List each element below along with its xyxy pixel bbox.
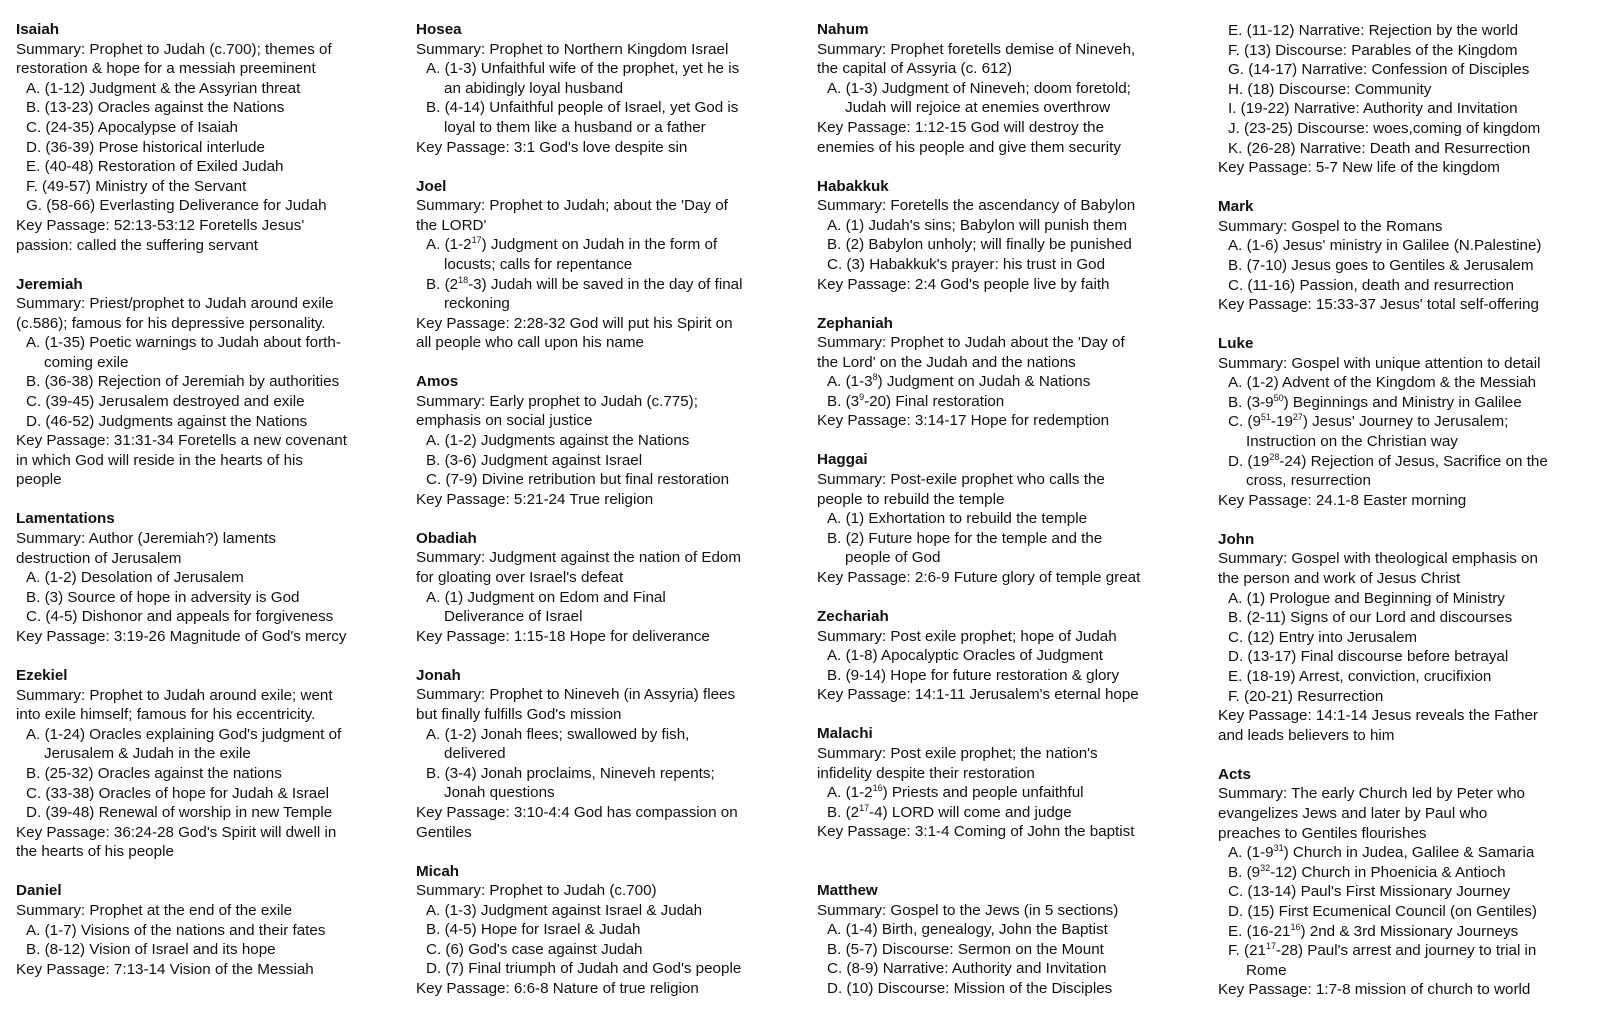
book-title: Lamentations [16, 510, 115, 528]
key-passage: Gentiles [416, 823, 472, 841]
key-passage: Key Passage: 6:6-8 Nature of true religion [416, 980, 699, 998]
outline-item: A. (1-2) Advent of the Kingdom & the Messiah [1228, 374, 1537, 392]
outline-item-continuation: Instruction on the Christian way [1246, 433, 1458, 451]
book-section [416, 177, 796, 353]
outline-item-continuation: an abidingly loyal husband [444, 79, 624, 97]
outline-item: C. (11-16) Passion, death and resurrection [1228, 276, 1514, 294]
book-summary-line: emphasis on social justice [416, 412, 593, 430]
book-summary-line: Summary: Priest/prophet to Judah around exile [16, 295, 334, 313]
outline-item-continuation: Jonah questions [444, 784, 555, 802]
outline-item: A. (1-2) Desolation of Jerusalem [26, 569, 244, 587]
key-passage: in which God will reside in the hearts of his [16, 451, 304, 469]
book-summary-line: people to rebuild the temple [817, 490, 1005, 508]
key-passage: Key Passage: 3:10-4:4 God has compassion on [416, 803, 738, 821]
outline-item: B. (8-12) Vision of Israel and its hope [26, 941, 276, 959]
book-title: Mark [1218, 198, 1254, 216]
outline-item [416, 98, 796, 137]
key-passage: Key Passage: 1:7-8 mission of church to world [1218, 981, 1531, 999]
outline-item-text: A. $(1-2^{17})$ Judgment on Judah in the form of [426, 235, 718, 254]
outline-item: C. (7-9) Divine retribution but final restoration [426, 471, 730, 489]
outline-item-text: A. (1-2) Jonah flees; swallowed by fish, [426, 725, 690, 743]
book-summary-line: Summary: Prophet to Judah around exile; went [16, 686, 333, 704]
outline-item: B. (36-38) Rejection of Jeremiah by authorities [26, 373, 340, 391]
outline-item: B. (2-11) Signs of our Lord and discourses [1228, 609, 1513, 627]
book-section [1218, 530, 1598, 746]
key-passage: Key Passage: 15:33-37 Jesus' total self-offering [1218, 296, 1539, 314]
book-title: Acts [1218, 765, 1251, 783]
outline-item-text: B. (3-4) Jonah proclaims, Nineveh repents; [426, 764, 715, 782]
book-title: Haggai [817, 451, 868, 469]
book-title: Luke [1218, 335, 1254, 353]
key-passage: Key Passage: 2:6-9 Future glory of temple great [817, 569, 1141, 587]
outline-item [416, 588, 796, 627]
column-3 [817, 20, 1197, 1018]
outline-item-text: F. $(21^{17}-28)$ Paul's arrest and journey to trial in [1228, 941, 1537, 960]
book-section [1218, 197, 1598, 315]
key-passage: Key Passage: 31:31-34 Foretells a new covenant [16, 432, 347, 450]
key-passage: Key Passage: 5-7 New life of the kingdom [1218, 159, 1500, 177]
book-section [416, 529, 796, 647]
outline-item: C. (4-5) Dishonor and appeals for forgiveness [26, 608, 334, 626]
book-section [16, 20, 396, 255]
book-summary-line: Summary: Early prophet to Judah (c.775); [416, 392, 698, 410]
book-section [416, 862, 796, 999]
outline-item: A. (1-2) Judgments against the Nations [426, 432, 690, 450]
book-section [817, 314, 1197, 432]
key-passage: Key Passage: 2:28-32 God will put his Spirit on [416, 314, 733, 332]
book-title: Amos [416, 373, 459, 391]
key-passage: Key Passage: 3:1 God's love despite sin [416, 138, 688, 156]
key-passage: Key Passage: 24.1-8 Easter morning [1218, 491, 1467, 509]
book-summary-line: for gloating over Israel's defeat [416, 569, 624, 587]
book-title: Ezekiel [16, 666, 68, 684]
outline-item: C. (13-14) Paul's First Missionary Journey [1228, 883, 1511, 901]
outline-item-continuation: people of God [845, 549, 941, 567]
book-title: Hosea [416, 21, 462, 38]
outline-item: K. (26-28) Narrative: Death and Resurrection [1228, 139, 1531, 157]
book-summary-line: Summary: Prophet to Judah (c.700) [416, 882, 657, 900]
book-summary-line: Summary: Prophet to Judah; about the 'Day of [416, 197, 728, 215]
outline-item-continuation: Judah will rejoice at enemies overthrow [845, 99, 1111, 117]
book-title: Jeremiah [16, 275, 83, 293]
book-title: Habakkuk [817, 177, 889, 195]
book-summary-line: Summary: Post exile prophet; the nation's [817, 744, 1098, 762]
outline-item: B. (7-10) Jesus goes to Gentiles & Jerusalem [1228, 256, 1534, 274]
outline-item: F. (49-57) Ministry of the Servant [26, 177, 247, 195]
book-summary-line: Summary: Gospel with theological emphasis on [1218, 550, 1538, 568]
outline-item-continuation: Rome [1246, 961, 1287, 979]
book-summary-line: Summary: Prophet to Judah about the 'Day of [817, 334, 1125, 352]
book-title: Obadiah [416, 529, 477, 547]
outline-item-continuation: delivered [444, 745, 506, 763]
spacer [817, 842, 1197, 862]
book-title: Daniel [16, 882, 62, 900]
book-summary-line: Summary: Author (Jeremiah?) laments [16, 530, 276, 548]
book-section [16, 881, 396, 979]
key-passage: Key Passage: 1:12-15 God will destroy the [817, 118, 1105, 136]
key-passage: the hearts of his people [16, 843, 174, 861]
book-section [416, 666, 796, 842]
book-title: Malachi [817, 725, 873, 743]
outline-item [1218, 941, 1598, 980]
outline-item [416, 725, 796, 764]
book-section [1218, 765, 1598, 1000]
key-passage: Key Passage: 14:1-11 Jerusalem's eternal hope [817, 686, 1139, 704]
key-passage: Key Passage: 36:24-28 God's Spirit will dwell in [16, 823, 337, 841]
outline-item-text: A. (1-3) Judgment of Nineveh; doom foretold; [827, 79, 1131, 97]
book-section [817, 20, 1197, 157]
outline-item: D. (13-17) Final discourse before betrayal [1228, 648, 1509, 666]
key-passage: Key Passage: 14:1-14 Jesus reveals the Father [1218, 707, 1538, 725]
outline-item-text: D. $(19^{28}-24)$ Rejection of Jesus, Sacrifice on the [1228, 451, 1548, 470]
outline-item: G. (58-66) Everlasting Deliverance for Judah [26, 197, 327, 215]
key-passage: Key Passage: 1:15-18 Hope for deliverance [416, 627, 710, 645]
book-summary-line: into exile himself; famous for his eccentricity. [16, 706, 316, 724]
outline-item-text: B. (2) Future hope for the temple and the [827, 529, 1103, 547]
book-section [416, 20, 796, 157]
outline-item: B. (5-7) Discourse: Sermon on the Mount [827, 940, 1104, 958]
outline-item: D. (36-39) Prose historical interlude [26, 138, 265, 156]
book-section [16, 275, 396, 491]
outline-item-text: A. (1-3) Unfaithful wife of the prophet, yet he is [426, 60, 740, 78]
key-passage: all people who call upon his name [416, 334, 644, 352]
book-section [416, 372, 796, 509]
key-passage: Key Passage: 5:21-24 True religion [416, 490, 654, 508]
book-summary-line: Summary: Prophet to Judah (c.700); themes of [16, 40, 332, 58]
book-summary-line: Summary: Gospel to the Jews (in 5 sections) [817, 901, 1119, 919]
column-1 [16, 20, 396, 999]
outline-item-continuation: locusts; calls for repentance [444, 255, 633, 273]
book-title: Joel [416, 177, 447, 195]
key-passage: and leads believers to him [1218, 726, 1395, 744]
outline-item: B. (4-5) Hope for Israel & Judah [426, 921, 641, 939]
outline-item [817, 529, 1197, 568]
book-summary-line: but finally fulfills God's mission [416, 705, 622, 723]
outline-item [16, 333, 396, 372]
outline-item-text: C. $(9^{51}-19^{27})$ Jesus' Journey to Jerusalem; [1228, 412, 1509, 431]
outline-item [416, 59, 796, 98]
outline-item: G. (14-17) Narrative: Confession of Disciples [1228, 61, 1530, 79]
outline-item: A. (1-12) Judgment & the Assyrian threat [26, 79, 301, 97]
outline-item: D. (7) Final triumph of Judah and God's people [426, 960, 742, 978]
outline-item: C. (12) Entry into Jerusalem [1228, 628, 1418, 646]
book-summary-line: Summary: Gospel with unique attention to detail [1218, 354, 1541, 372]
outline-item: A. (1-3) Judgment against Israel & Judah [426, 901, 703, 919]
outline-item: A. $(1-9^{31})$ Church in Judea, Galilee & Samaria [1228, 843, 1535, 862]
outline-item: A. (1-7) Visions of the nations and their fates [26, 921, 326, 939]
outline-item-text: B. (4-14) Unfaithful people of Israel, yet God is [426, 99, 739, 117]
book-section [817, 450, 1197, 587]
book-summary-line: Summary: Post exile prophet; hope of Judah [817, 627, 1117, 645]
outline-item: B. (3-6) Judgment against Israel [426, 451, 643, 469]
book-summary-line: the Lord' on the Judah and the nations [817, 353, 1076, 371]
outline-item: F. (20-21) Resurrection [1228, 687, 1384, 705]
outline-item: A. (1) Judah's sins; Babylon will punish them [827, 216, 1128, 234]
outline-item-continuation: coming exile [44, 353, 129, 371]
key-passage: enemies of his people and give them security [817, 138, 1121, 156]
outline-item: B. (2) Babylon unholy; will finally be punished [827, 236, 1132, 254]
key-passage: passion: called the suffering servant [16, 236, 259, 254]
outline-item-continuation: Jerusalem & Judah in the exile [44, 745, 251, 763]
key-passage: Key Passage: 3:1-4 Coming of John the baptist [817, 823, 1135, 841]
outline-item: A. (1-6) Jesus' ministry in Galilee (N.Palestine) [1228, 237, 1542, 255]
outline-item [1218, 412, 1598, 451]
book-title: John [1218, 530, 1255, 548]
outline-item: D. (10) Discourse: Mission of the Disciples [827, 979, 1113, 997]
outline-item: C. (3) Habakkuk's prayer: his trust in God [827, 255, 1106, 273]
outline-item [416, 764, 796, 803]
outline-item: A. (1-8) Apocalyptic Oracles of Judgment [827, 647, 1104, 665]
outline-item: C. (39-45) Jerusalem destroyed and exile [26, 393, 305, 411]
outline-item: B. (9-14) Hope for future restoration & glory [827, 666, 1120, 684]
book-summary-line: infidelity despite their restoration [817, 764, 1035, 782]
book-summary-line: evangelizes Jews and later by Paul who [1218, 804, 1488, 822]
book-summary-line: preaches to Gentiles flourishes [1218, 824, 1427, 842]
outline-item: B. $(3^9-20)$ Final restoration [827, 391, 1005, 410]
book-section [1218, 334, 1598, 510]
key-passage: people [16, 471, 62, 489]
book-title: Nahum [817, 21, 869, 38]
outline-item: B. $(9^{32}-12)$ Church in Phoenicia & Antioch [1228, 862, 1506, 881]
key-passage: Key Passage: 52:13-53:12 Foretells Jesus' [16, 216, 305, 234]
outline-item: B. (3) Source of hope in adversity is God [26, 588, 300, 606]
outline-item: C. (24-35) Apocalypse of Isaiah [26, 118, 238, 136]
book-summary-line: Summary: Judgment against the nation of Edom [416, 549, 742, 567]
outline-item-text: A. (1) Judgment on Edom and Final [426, 588, 666, 606]
outline-item [1218, 452, 1598, 491]
outline-item: D. (15) First Ecumenical Council (on Gentiles) [1228, 902, 1537, 920]
book-title: Jonah [416, 666, 461, 684]
book-section [817, 177, 1197, 295]
book-summary-line: Summary: Gospel to the Romans [1218, 217, 1443, 235]
outline-item-continuation: reckoning [444, 295, 510, 313]
book-summary-line: the capital of Assyria (c. 612) [817, 60, 1012, 78]
outline-item: E. $(16-21^{16})$ 2nd & 3rd Missionary Journeys [1228, 921, 1519, 940]
book-summary-line: restoration & hope for a messiah preeminent [16, 60, 316, 78]
book-summary-line: Summary: The early Church led by Peter who [1218, 785, 1525, 803]
book-section [1218, 21, 1598, 178]
book-summary-line: Summary: Prophet at the end of the exile [16, 901, 293, 919]
book-summary-line: Summary: Prophet to Nineveh (in Assyria) flees [416, 686, 736, 704]
book-title: Zechariah [817, 608, 889, 625]
book-title: Matthew [817, 881, 878, 899]
outline-item: D. (46-52) Judgments against the Nations [26, 412, 308, 430]
outline-item: B. (13-23) Oracles against the Nations [26, 99, 285, 117]
outline-item-text: A. (1-35) Poetic warnings to Judah about forth- [26, 334, 341, 352]
outline-item-text: B. $(2^{18}-3)$ Judah will be saved in the day of final [426, 274, 743, 293]
outline-item: F. (13) Discourse: Parables of the Kingdom [1228, 41, 1518, 59]
book-section [16, 666, 396, 862]
book-summary-line: Summary: Prophet foretells demise of Nineveh, [817, 40, 1136, 58]
book-summary-line: the person and work of Jesus Christ [1218, 570, 1461, 588]
outline-item: B. $(2^{17}-4)$ LORD will come and judge [827, 802, 1072, 821]
outline-item: E. (40-48) Restoration of Exiled Judah [26, 158, 284, 176]
outline-item [817, 79, 1197, 118]
book-section [817, 724, 1197, 861]
outline-item: J. (23-25) Discourse: woes,coming of kingdom [1228, 119, 1541, 137]
outline-item: C. (6) God's case against Judah [426, 940, 643, 958]
book-summary-line: the LORD' [416, 216, 487, 234]
key-passage: Key Passage: 3:19-26 Magnitude of God's mercy [16, 628, 347, 645]
book-summary-line: (c.586); famous for his depressive personality. [16, 314, 326, 332]
column-4 [1218, 21, 1598, 1019]
outline-item-continuation: loyal to them like a husband or a father [444, 118, 706, 136]
book-summary-line: Summary: Foretells the ascendancy of Babylon [817, 197, 1136, 215]
outline-item: A. (1) Prologue and Beginning of Ministry [1228, 589, 1505, 607]
outline-item: E. (18-19) Arrest, conviction, crucifixion [1228, 667, 1492, 685]
book-section [817, 607, 1197, 705]
outline-item [16, 725, 396, 764]
column-2 [416, 20, 796, 1018]
book-section [16, 509, 396, 646]
outline-item: I. (19-22) Narrative: Authority and Invitation [1228, 100, 1518, 118]
key-passage: Key Passage: 2:4 God's people live by faith [817, 275, 1110, 293]
outline-item-text: A. (1-24) Oracles explaining God's judgment of [26, 725, 342, 743]
outline-item: A. $(1-3^8)$ Judgment on Judah & Nations [827, 372, 1091, 391]
outline-item-continuation: Deliverance of Israel [444, 608, 583, 626]
key-passage: Key Passage: 3:14-17 Hope for redemption [817, 412, 1110, 430]
outline-item: E. (11-12) Narrative: Rejection by the world [1228, 22, 1519, 39]
outline-item: B. (25-32) Oracles against the nations [26, 764, 282, 782]
outline-item: D. (39-48) Renewal of worship in new Temple [26, 804, 333, 822]
outline-item [416, 275, 796, 314]
outline-item: B. $(3-9^{50})$ Beginnings and Ministry in Galilee [1228, 392, 1522, 411]
outline-item-continuation: cross, resurrection [1246, 472, 1371, 490]
book-title: Isaiah [16, 21, 60, 38]
book-section [817, 881, 1197, 999]
book-summary-line: destruction of Jerusalem [16, 549, 182, 567]
key-passage: Key Passage: 7:13-14 Vision of the Messiah [16, 960, 314, 978]
outline-item: C. (8-9) Narrative: Authority and Invitation [827, 960, 1107, 978]
outline-item: A. (1-4) Birth, genealogy, John the Baptist [827, 921, 1108, 939]
outline-item: A. $(1-2^{16})$ Priests and people unfaithful [827, 783, 1084, 802]
outline-item: H. (18) Discourse: Community [1228, 80, 1432, 98]
book-title: Zephaniah [817, 314, 893, 332]
book-summary-line: Summary: Post-exile prophet who calls the [817, 471, 1105, 489]
outline-item: C. (33-38) Oracles of hope for Judah & Israel [26, 784, 330, 802]
outline-item: A. (1) Exhortation to rebuild the temple [827, 510, 1088, 528]
book-summary-line: Summary: Prophet to Northern Kingdom Israel [416, 40, 729, 58]
book-title: Micah [416, 862, 460, 880]
outline-item [416, 235, 796, 274]
